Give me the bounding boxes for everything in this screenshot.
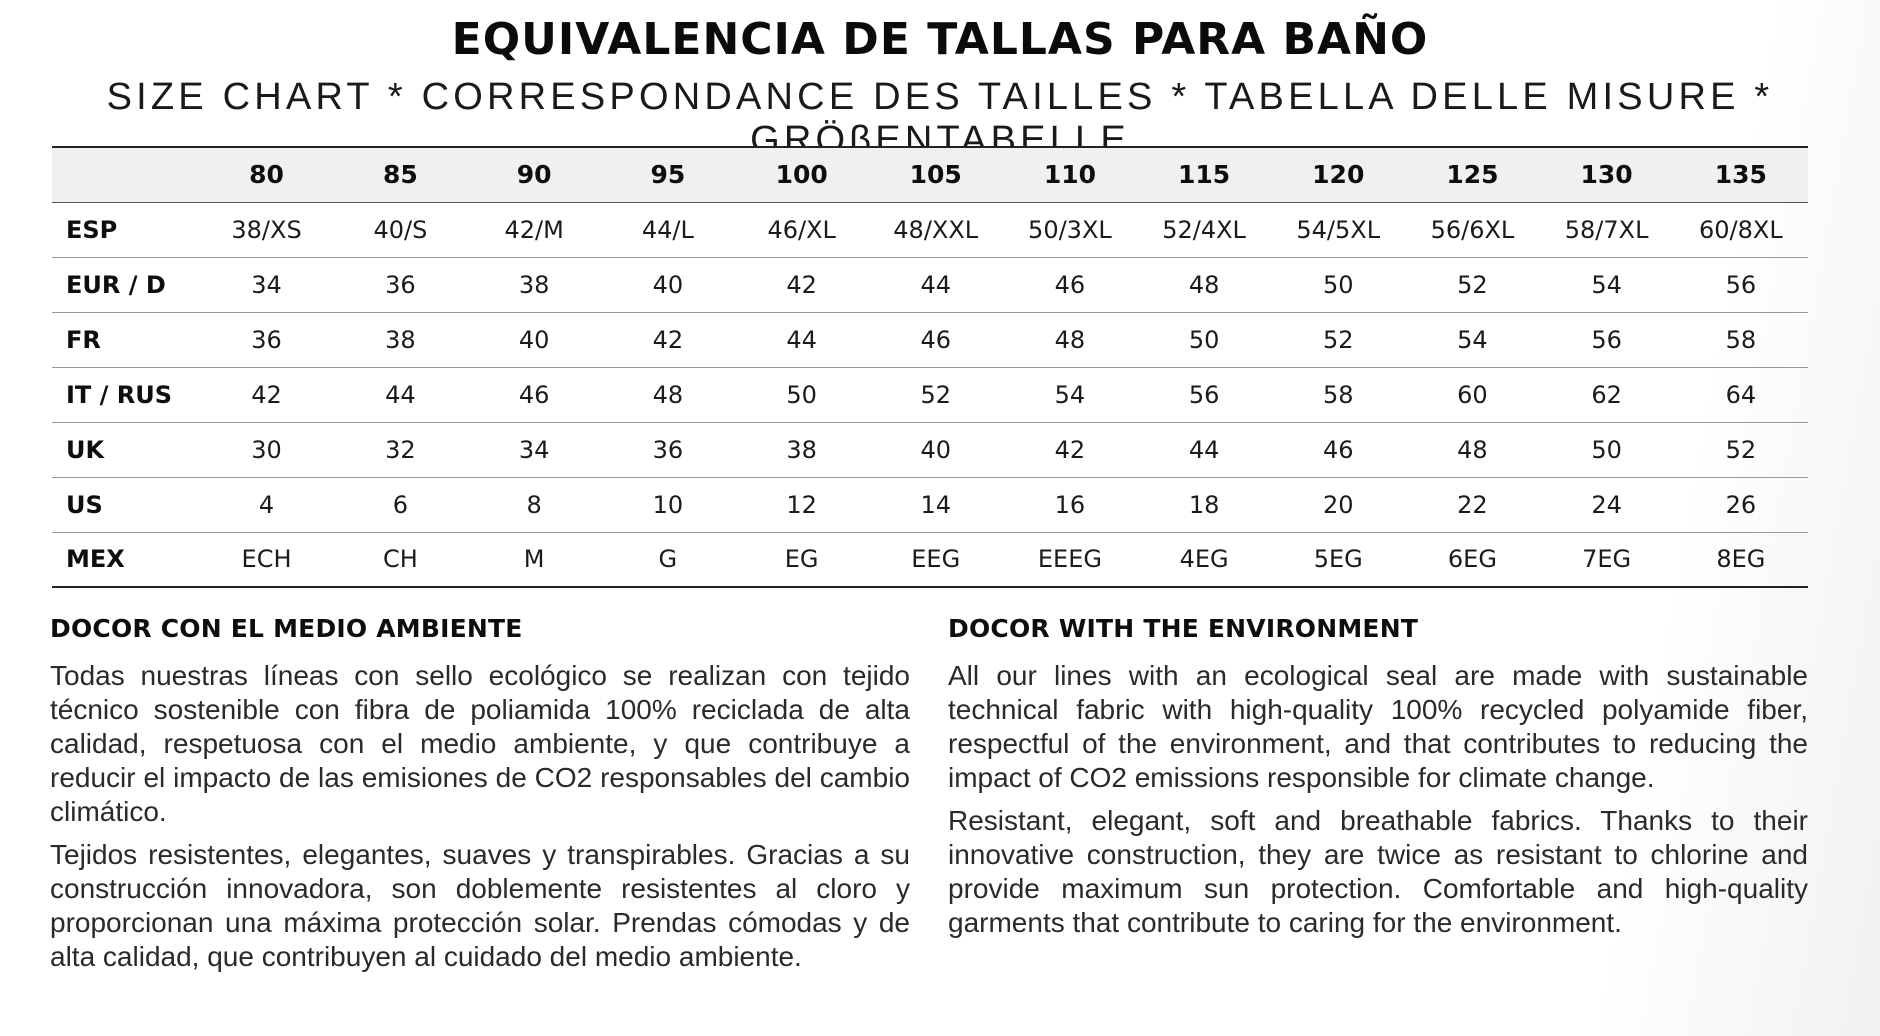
table-cell: 46 bbox=[1054, 270, 1086, 299]
table-cell: 38/XS bbox=[231, 215, 302, 244]
table-cell: 48 bbox=[1457, 435, 1488, 464]
table-cell: 52 bbox=[1725, 435, 1757, 464]
table-cell: 50 bbox=[1322, 270, 1354, 299]
table-row bbox=[52, 202, 1808, 257]
row-label: IT / RUS bbox=[66, 380, 173, 409]
table-cell: 46 bbox=[920, 325, 951, 354]
table-cell: 48 bbox=[1188, 270, 1220, 299]
table-row bbox=[52, 422, 1808, 477]
table-cell: ECH bbox=[241, 545, 292, 574]
table-cell: 60 bbox=[1457, 380, 1488, 409]
table-cell: 44 bbox=[786, 325, 817, 354]
table-cell: 56 bbox=[1591, 325, 1622, 354]
section-paragraph-en-1: All our lines with an ecological seal are made with sustainable technical fabric with high-quality 100% recycled polyamide fiber, respectful of the environment, and that contributes to reducing the impact of CO2 emissions responsible for climate change. bbox=[948, 660, 1808, 793]
table-cell: 52 bbox=[1322, 325, 1354, 354]
table-header-row bbox=[52, 147, 1808, 202]
table-cell: 54 bbox=[1054, 380, 1086, 409]
table-cell: 12 bbox=[786, 490, 817, 519]
table-cell: 56 bbox=[1188, 380, 1220, 409]
section-paragraph-es-2: Tejidos resistentes, elegantes, suaves y transpirables. Gracias a su construcción innovadora, son doblemente resistentes al cloro y proporcionan una máxima protección solar. Prendas cómodas y de alta calidad, que contribuyen al cuidado del medio ambiente. bbox=[50, 839, 910, 972]
table-cell: 14 bbox=[920, 490, 951, 519]
table-cell: 34 bbox=[251, 270, 282, 299]
table-cell: 46/XL bbox=[767, 215, 836, 244]
table-cell: 42 bbox=[786, 270, 817, 299]
table-cell: 26 bbox=[1725, 490, 1757, 519]
table-row bbox=[52, 257, 1808, 312]
table-cell: 46 bbox=[518, 380, 550, 409]
section-heading-es: DOCOR CON EL MEDIO AMBIENTE bbox=[50, 614, 523, 643]
column-header: 120 bbox=[1312, 160, 1365, 190]
table-cell: 46 bbox=[1322, 435, 1354, 464]
row-label: UK bbox=[66, 435, 105, 464]
row-label: FR bbox=[66, 325, 101, 354]
table-cell: 40 bbox=[652, 270, 684, 299]
table-cell: 20 bbox=[1322, 490, 1354, 519]
column-header: 125 bbox=[1446, 160, 1499, 190]
table-cell: 36 bbox=[385, 270, 416, 299]
table-cell: 36 bbox=[652, 435, 684, 464]
table-cell: 40 bbox=[920, 435, 951, 464]
table-cell: 44 bbox=[1188, 435, 1220, 464]
environment-section-en bbox=[948, 614, 1808, 949]
column-header: 80 bbox=[249, 160, 284, 190]
table-cell: 50 bbox=[1188, 325, 1220, 354]
header-corner bbox=[52, 147, 200, 202]
table-cell: 62 bbox=[1591, 380, 1622, 409]
table-cell: 52 bbox=[920, 380, 951, 409]
table-cell: 8EG bbox=[1716, 545, 1766, 574]
table-row bbox=[52, 312, 1808, 367]
table-cell: G bbox=[658, 545, 678, 574]
table-row bbox=[52, 532, 1808, 587]
section-heading-en: DOCOR WITH THE ENVIRONMENT bbox=[948, 614, 1419, 643]
table-cell: 7EG bbox=[1582, 545, 1632, 574]
table-cell: 4EG bbox=[1179, 545, 1229, 574]
table-cell: 38 bbox=[518, 270, 550, 299]
row-label: MEX bbox=[66, 545, 125, 574]
table-cell: 40 bbox=[518, 325, 550, 354]
table-cell: 24 bbox=[1591, 490, 1622, 519]
table-cell: 4 bbox=[258, 490, 275, 519]
row-label: ESP bbox=[66, 215, 118, 244]
table-cell: EEG bbox=[911, 545, 961, 574]
section-paragraph-en-2: Resistant, elegant, soft and breathable fabrics. Thanks to their innovative construction, they are twice as resistant to chlorine and provide maximum sun protection. Comfortable and high-quality garments that contribute to caring for the environment. bbox=[948, 805, 1808, 938]
table-cell: 10 bbox=[652, 490, 684, 519]
table-cell: 22 bbox=[1457, 490, 1488, 519]
table-cell: 6EG bbox=[1447, 545, 1497, 574]
table-cell: M bbox=[523, 545, 545, 574]
table-cell: 58 bbox=[1725, 325, 1757, 354]
table-cell: 42 bbox=[652, 325, 684, 354]
column-header: 130 bbox=[1580, 160, 1633, 190]
table-cell: 60/8XL bbox=[1698, 215, 1783, 244]
table-cell: 52/4XL bbox=[1162, 215, 1246, 244]
column-header: 115 bbox=[1177, 160, 1231, 190]
column-header: 110 bbox=[1043, 160, 1096, 190]
table-cell: 44 bbox=[920, 270, 951, 299]
column-header: 135 bbox=[1714, 160, 1767, 190]
table-cell: 42/M bbox=[504, 215, 564, 244]
table-cell: 58/7XL bbox=[1564, 215, 1649, 244]
column-header: 100 bbox=[775, 160, 828, 190]
table-row bbox=[52, 367, 1808, 422]
column-header: 95 bbox=[650, 160, 686, 190]
table-cell: 6 bbox=[392, 490, 408, 519]
table-cell: CH bbox=[382, 545, 418, 574]
table-cell: 34 bbox=[518, 435, 550, 464]
row-label: EUR / D bbox=[66, 270, 166, 299]
table-cell: 56 bbox=[1725, 270, 1757, 299]
size-chart-table bbox=[52, 146, 1808, 588]
table-cell: 38 bbox=[786, 435, 817, 464]
column-header: 85 bbox=[382, 160, 418, 190]
environment-section-es bbox=[50, 614, 910, 983]
table-cell: 56/6XL bbox=[1430, 215, 1515, 244]
table-cell: 48/XXL bbox=[893, 215, 979, 244]
table-cell: 18 bbox=[1188, 490, 1220, 519]
table-cell: 44/L bbox=[641, 215, 694, 244]
row-label: US bbox=[66, 490, 103, 519]
table-cell: 50 bbox=[1591, 435, 1622, 464]
column-header: 105 bbox=[909, 160, 962, 190]
table-cell: 54/5XL bbox=[1296, 215, 1381, 244]
table-row bbox=[52, 477, 1808, 532]
table-cell: 48 bbox=[1054, 325, 1086, 354]
section-paragraph-es-1: Todas nuestras líneas con sello ecológico se realizan con tejido técnico sostenible con fibra de poliamida 100% reciclada de alta calidad, respetuosa con el medio ambiente, y que contribuye a reducir el impacto de las emisiones de CO2 responsables del cambio climático. bbox=[50, 660, 910, 827]
page-subtitle: SIZE CHART * CORRESPONDANCE DES TAILLES * TABELLA DELLE MISURE * GRÖβENTABELLE bbox=[106, 76, 1774, 161]
table-cell: 50/3XL bbox=[1028, 215, 1112, 244]
table-cell: 48 bbox=[652, 380, 684, 409]
table-cell: 44 bbox=[385, 380, 416, 409]
table-cell: 54 bbox=[1457, 325, 1488, 354]
table-cell: 30 bbox=[251, 435, 282, 464]
table-cell: 50 bbox=[786, 380, 817, 409]
table-cell: EG bbox=[784, 545, 819, 574]
table-cell: 58 bbox=[1322, 380, 1354, 409]
table-cell: 64 bbox=[1725, 380, 1757, 409]
table-cell: 42 bbox=[251, 380, 282, 409]
table-cell: 40/S bbox=[373, 215, 428, 244]
table-cell: 8 bbox=[526, 490, 542, 519]
table-cell: 42 bbox=[1054, 435, 1086, 464]
table-cell: 36 bbox=[251, 325, 282, 354]
table-cell: 32 bbox=[385, 435, 416, 464]
column-header: 90 bbox=[516, 160, 552, 190]
table-cell: 16 bbox=[1054, 490, 1086, 519]
table-cell: 52 bbox=[1457, 270, 1488, 299]
table-body bbox=[52, 202, 1808, 587]
table-cell: 38 bbox=[385, 325, 416, 354]
table-cell: 5EG bbox=[1313, 545, 1363, 574]
table-cell: 54 bbox=[1591, 270, 1622, 299]
page-title: EQUIVALENCIA DE TALLAS PARA BAÑO bbox=[451, 14, 1429, 65]
table-cell: EEEG bbox=[1037, 545, 1102, 574]
